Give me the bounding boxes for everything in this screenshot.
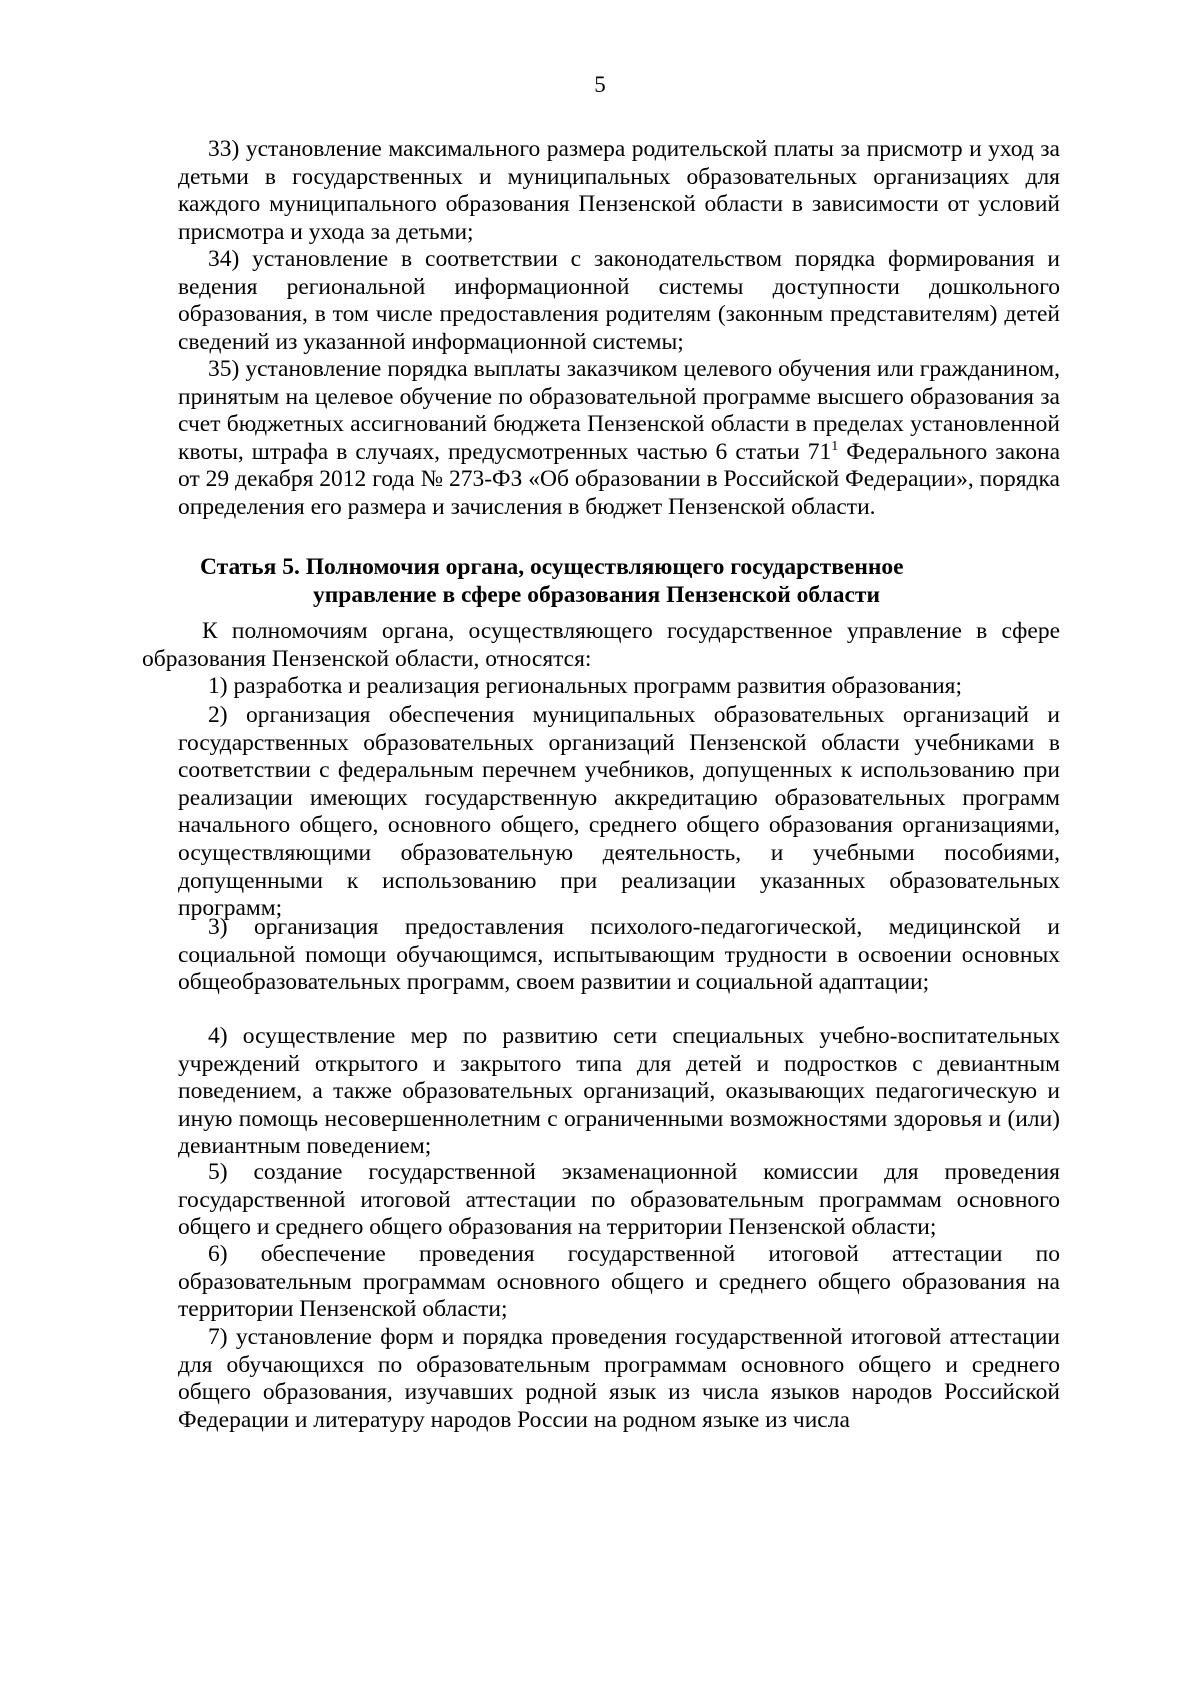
article-intro: К полномочиям органа, осуществляющего государственное управление в сфере образования Пензенской области, относятся: <box>142 618 1060 672</box>
article-item-7: 7) установление форм и порядка проведения государственной итоговой аттестации для обучающихся по образовательным программам основного общего и среднего общего образования, изучавших родной язык из числа языков народов Российской Федерации и литературу народов России на родном языке из числа <box>178 1324 1060 1433</box>
page-number: 5 <box>594 72 606 97</box>
article-item-5: 5) создание государственной экзаменационной комиссии для проведения государственной итоговой аттестации по образовательным программам основного общего и среднего общего образования на территории Пензенской области; <box>178 1159 1060 1241</box>
article-item-6: 6) обеспечение проведения государственной итоговой аттестации по образовательным программам основного общего и среднего общего образования на территории Пензенской области; <box>178 1241 1060 1323</box>
article-item-1: 1) разработка и реализация региональных программ развития образования; <box>208 673 962 699</box>
article-item-3: 3) организация предоставления психолого-педагогической, медицинской и социальной помощи обучающимся, испытывающим трудности в освоении основных общеобразовательных программ, своем развитии и социальной адаптации; <box>178 914 1060 996</box>
article-item-4: 4) осуществление мер по развитию сети специальных учебно-воспитательных учреждений открытого и закрытого типа для детей и подростков с девиантным поведением, а также образовательных организаций, оказывающих педагогическую и иную помощь несовершеннолетним с ограниченными возможностями здоровья и (или) девиантным поведением; <box>178 1023 1060 1160</box>
article-item-2: 2) организация обеспечения муниципальных образовательных организаций и государственных образовательных организаций Пензенской области учебниками в соответствии с федеральным перечнем учебников, допущенных к использованию при реализации имеющих государственную аккредитацию образовательных программ начального общего, основного общего, среднего общего образования организациями, осуществляющими образовательную деятельность, и учебными пособиями, допущенными к использованию при реализации указанных образовательных программ; <box>178 702 1060 922</box>
superscript-mark: 1 <box>831 438 839 454</box>
article-heading <box>178 554 1060 609</box>
list-item-33: 33) установление максимального размера родительской платы за присмотр и уход за детьми в государственных и муниципальных образовательных организациях для каждого муниципального образования Пензенской области в зависимости от условий присмотра и ухода за детьми; <box>178 136 1060 245</box>
list-item-35 <box>178 356 1060 522</box>
article-title-line-1: Статья 5. Полномочия органа, осуществляющего государственное <box>200 554 904 580</box>
list-item-35-text-cont: Федерального закона от 29 декабря 2012 года № 273-ФЗ «Об образовании в Российской Федерации», порядка определения его размера и зачисления в бюджет Пензенской области. <box>178 438 1061 520</box>
article-title-line-2: управление в сфере образования Пензенской области <box>313 581 880 608</box>
list-item-35-text: 35) установление порядка выплаты заказчиком целевого обучения или гражданином, принятым на целевое обучение по образовательной программе высшего образования за счет бюджетных ассигнований бюджета Пензенской области в пределах установленной квоты, штрафа в случаях, предусмотренных частью 6 статьи 71 <box>178 356 1060 465</box>
list-item-34: 34) установление в соответствии с законодательством порядка формирования и ведения региональной информационной системы доступности дошкольного образования, в том числе предоставления родителям (законным представителям) детей сведений из указанной информационной системы; <box>178 246 1060 355</box>
